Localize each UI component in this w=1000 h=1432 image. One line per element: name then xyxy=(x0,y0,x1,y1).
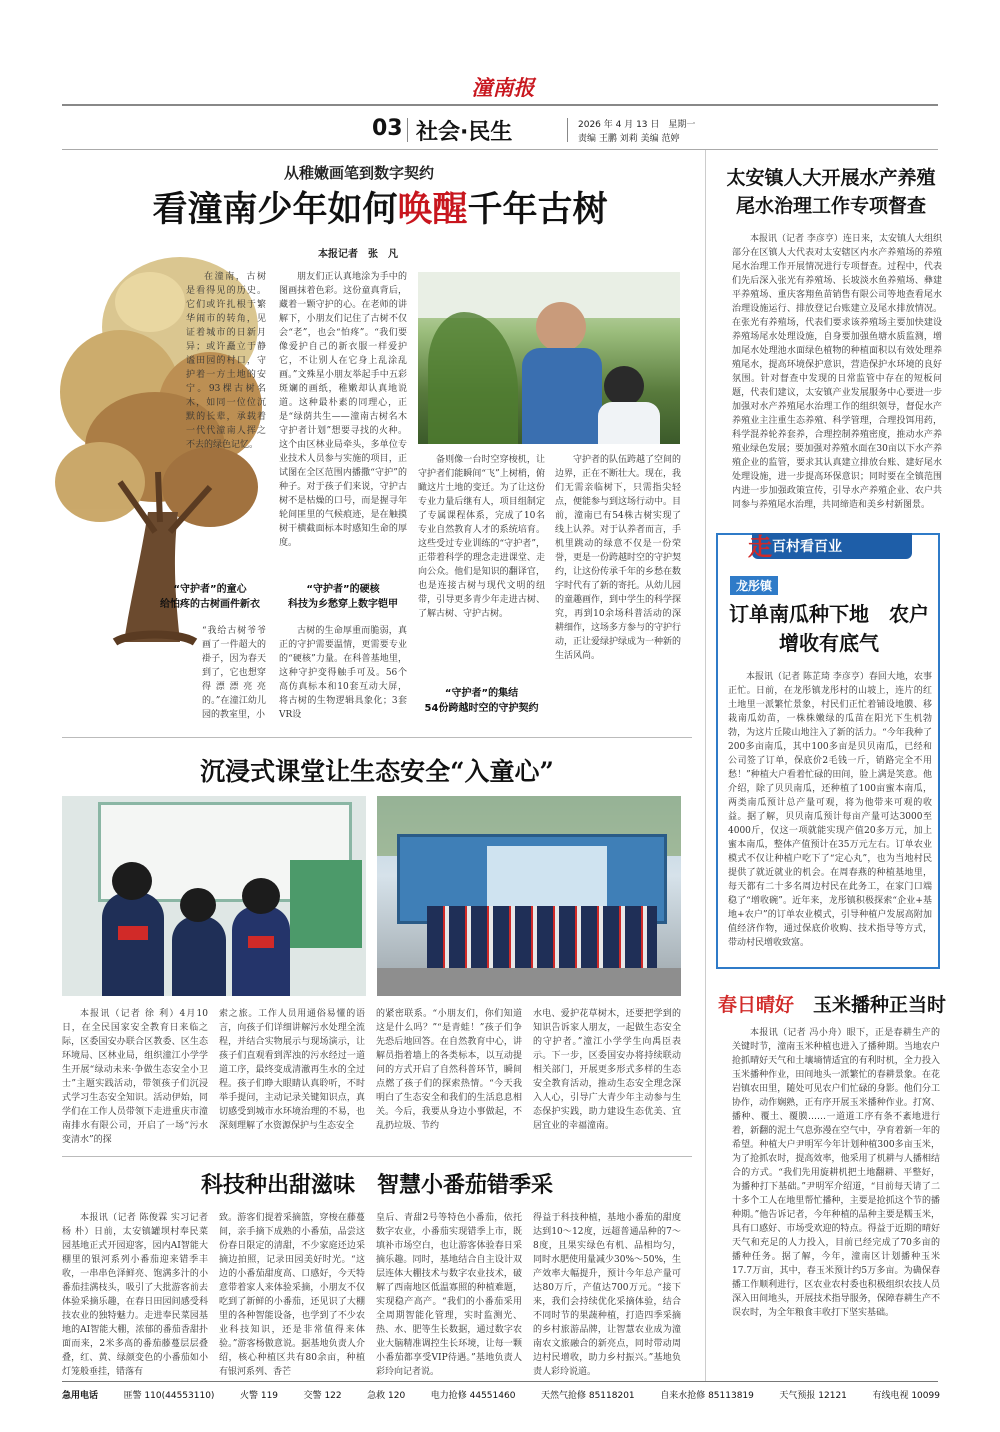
rule-under-article-2 xyxy=(62,1156,692,1157)
hotline-item: 急救 120 xyxy=(367,1391,406,1401)
a2-col4: 水电、爱护花草树木，还要把学到的知识告诉家人朋友，一起做生态安全的守护者。”潼江小学学生向禹臣表示。下一步，区委国安办将持续联动相关部门，开展更多形式多样的生态安全教育活动，推动生态安全理念深入人心，引导广大青少年主动参与生态保护实践，助力建设生态优美、宜居宜业的幸福潼南。 xyxy=(533,1009,681,1131)
a1-col1-top: 在潼南，古树是看得见的历史。它们或许扎根于繁华闹市的转角，见证着城市的日新月异；或许矗立于静谧田园的村口，守护着一方土地的安宁。93棵古树名木，如同一位位沉默的长辈，承载着一代代潼南人挥之不去的绿色记忆。 xyxy=(186,272,266,450)
rule-under-article-1 xyxy=(62,737,692,738)
photo-students-station xyxy=(377,796,681,996)
hotline-item: 自来水抢修 85113819 xyxy=(660,1391,754,1401)
a1-col1-bottom: “我给古树爷爷画了一件超大的褂子，因为春天到了，它也想穿得漂漂亮亮的。”在潼江幼儿园的教室里，小 xyxy=(202,626,266,720)
right-article-1-body: 本报讯（记者 李彦亨）连日来，太安镇人大组织部分在区镇人大代表对太安辖区内水产养殖场的养殖尾水治理工作开展情况进行专项督查。过程中，代表们先后深入张光有养殖场、长坡淡水鱼养殖场、彝建平养殖场、重庆客翔鱼苗销售有限公司等地查看尾水治理设施运行、排放登记台账建立及尾水排放情况。在张光有养殖场，代表们要求该养殖场主要加快建设养殖场尾水处理设施，自身要加强鱼塘水质监测，增加尾水处理池水面绿色植物的种植面积以有效处理养殖尾水，提高环境保护意识，营造保护水环境的良好氛围。针对督查中发现的日常监管中存在的短板问题，代表们建议，太安镇产业发展服务中心要进一步加强对水产养殖尾水治理工作的组织领导，督促水产养殖业主注重生态养殖、科学管理，合理投饵用药，科学混养轮养套养，合理控制养殖密度，推动水产养殖业绿色发展；要加强对养殖水面在30亩以下水产养殖企业的监管，要求其认真建立排放台账、建好尾水处理设施，进一步提高环保意识；同时要在全镇范围内进一步加强政策宣传，引导水产养殖企业、农户共同参与养殖尾水治理，共同缔造和美乡村新图景。 xyxy=(732,234,942,510)
photo-2-heads xyxy=(112,862,152,900)
photo-2-head-2 xyxy=(180,888,216,922)
photo-students-exhibit xyxy=(62,796,366,996)
photo-2-scarf-1 xyxy=(118,926,148,940)
issue-date: 2026 年 4 月 13 日 星期一 xyxy=(578,120,696,130)
article-kicker: 从稚嫩画笔到数字契约 xyxy=(283,164,434,182)
hotline-item: 匪警 110(44553110) xyxy=(123,1391,215,1401)
a3-col1: 本报讯（记者 陈俊霖 实习记者 杨 朴）日前，太安镇罐坝村奉民菜园基地正式开园迎客，园内AI智能大棚里的银河系列小番茄迎来错季丰收，一串串色泽鲜亮、饱满多汁的小番茄挂满枝头，吸引了大批游客前去体验采摘乐趣，在春日田园间感受科技农业的独特魅力。走进奉民菜园基地的AI智能大棚，浓郁的番茄香甜扑面而来，2米多高的番茄藤蔓层层叠叠，红、黄、绿颜变色的小番茄如小灯笼般垂挂，错落有 xyxy=(62,1213,208,1377)
hotline-item: 交警 122 xyxy=(303,1391,342,1401)
hotline-label: 急用电话 xyxy=(62,1391,99,1401)
corn-headline xyxy=(718,990,947,1017)
village-banner-mark: 走 xyxy=(748,533,772,561)
hotline-item: 天然气抢修 85118201 xyxy=(540,1391,635,1401)
photo-3-children xyxy=(427,906,657,968)
photo-1-shirt xyxy=(522,348,602,444)
photo-2-student-1 xyxy=(102,892,164,996)
a3-col2: 致。游客们提着采摘篮，穿梭在藤蔓间，亲手摘下成熟的小番茄，品尝这份春日限定的清甜，不少家庭还边采摘边拍照，记录田园美好时光。“这边的小番茄甜度高、口感好，今天特意带着家人来体验采摘，小朋友不仅吃到了新鲜的小番茄，还见识了大棚里的各种智能设备，也学到了不少农业科技知识，还是非常值得来体验。”游客杨傲意说。据基地负责人介绍，核心种植区共有80余亩，种植有银河系列、香芒 xyxy=(219,1213,365,1377)
a2-col1: 本报讯（记者 徐 利）4月10日，在全民国家安全教育日来临之际，区委国安办联合区教委、区生态环境局、区林业局，组织潼江小学学生开展“绿动未来·争做生态安全小卫士”主题实践活动，带领孩子们沉浸式学习生态安全知识。活动伊始，同学们在工作人员带领下走进重庆市潼南排水有限公司，开启了一场“污水变清水”的探 xyxy=(62,1009,208,1145)
a3-col3: 皇后、青甜2号等特色小番茄，依托数字农业，小番茄实现错季上市，既填补市场空白，也让游客体验春日采摘乐趣。同时，基地结合自主设计双层连体大棚技术与数字农业技术，破解了西南地区低温寡照的种植难题，实现稳产高产。“我们的小番茄采用全周期智能化管理，实时监测光、热、水、肥等生长数据，通过数字农业大脑精准调控生长环境，让每一颗小番茄都享受VIP待遇。”基地负责人彩玲向记者说。 xyxy=(376,1213,522,1377)
section-divider xyxy=(567,118,568,142)
a2-col2: 索之旅。工作人员用通俗易懂的语言，向孩子们详细讲解污水处理全流程，并结合实物展示与现场演示，让孩子们直观看到浑浊的污水经过一道道工序，最终变成清澈再生水的全过程。孩子们睁大眼睛认真聆听，不时举手提问，主动记录关键知识点，真切感受到城市水环境治理的不易，也深刻理解了水资源保护与生态安全 xyxy=(219,1009,365,1131)
photo-2-student-3 xyxy=(232,906,290,996)
footer-rule xyxy=(62,1381,938,1382)
photo-teacher-children-tree xyxy=(418,272,680,444)
article-byline: 本报记者 张 凡 xyxy=(318,249,398,260)
a1-subhead-2: “守护者”的硬核 科技为乡愁穿上数字铠甲 xyxy=(288,584,398,610)
hotline-item: 火警 119 xyxy=(239,1391,279,1401)
headline-part-a: 看潼南少年如何 xyxy=(152,190,398,230)
village-body: 本报讯（记者 陈芷琦 李彦亨）春回大地，农事正忙。日前，在龙彤镇龙彤村的山坡上，连片的红土地里一派繁忙景象，村民们正忙着铺设地膜、移栽南瓜幼苗，一株株嫩绿的瓜苗在阳光下生机勃勃，为这片丘陵山地注入了新的活力。“今年我种了200多亩南瓜，其中100多亩是贝贝南瓜，已经和公司签了订单，保底价2毛钱一斤，销路完全不用愁！”种植大户看着忙碌的田间，脸上满是笑意。他介绍，除了贝贝南瓜，还种植了100亩蜜本南瓜，两类南瓜预计总产量可观，将为他带来可观的收益。据了解，贝贝南瓜预计每亩产量可达3000至4000斤，仅这一项就能实现产值20多万元，加上蜜本南瓜，整体产值预计在35万元左右。订单农业模式不仅让种植户吃下了“定心丸”，也为当地村民提供了就近就业的机会。在周春燕的种植基地里，每天都有二十多名周边村民在此务工，在家门口端稳了“增收碗”。近年来，龙彤镇积极探索“企业+基地+农户”的订单农业模式，引导种植户发展高附加值经济作物，通过保底价收购、技术指导等方式，带动村民增收致富。 xyxy=(728,672,932,948)
village-place-tag: 龙彤镇 xyxy=(730,576,778,595)
a1-col4: 守护者的队伍跨越了空间的边界，正在不断壮大。现在，我们无需亲临树下，只需指尖轻点，便能参与到这场行动中。目前，潼南已有54株古树实现了线上认养。对于认养者而言，手机里跳动的绿意不仅是一份荣誉，更是一份跨越时空的守护契约，让这份传承千年的乡愁在数字时代有了新的寄托。从幼儿园的童趣画作，到中学生的科学探究，再到10余场科普活动的深耕细作，这场多方参与的守护行动，正让爱绿护绿成为一种新的生活风尚。 xyxy=(555,455,682,661)
column-divider xyxy=(705,150,706,1381)
masthead-rule xyxy=(62,104,938,106)
corn-headline-gap xyxy=(794,994,813,1016)
a1-col2: 朋友们正认真地涂为手中的图画抹着色彩。这份童真背后，藏着一颗守护的心。在老师的讲解下，小朋友们记住了古树不仅会“老”，也会“怕疼”。“我们要像爱护自己的新衣服一样爱护它，不让别人在它身上乱涂乱画。”文殊星小朋友举起手中五彩斑斓的画纸，稚嫩却认真地说道。这种最朴素的同理心，正是“绿荫共生——潼南古树名木守护者计划”想要寻找的火种。这个由区林业局牵头，多单位专业技术人员参与实施的项目，正试图在全区范围内播撒“守护”的种子。对于孩子们来说，守护古树不是枯燥的口号，而是握寻年轮间匪里的气候痕迹，是在触摸树干横截面标本时感知生命的厚度。 xyxy=(279,272,407,548)
photo-1-person xyxy=(536,302,586,352)
photo-2-board-panel xyxy=(290,860,362,948)
photo-1-plant xyxy=(428,312,518,444)
corn-headline-text: 玉米播种正当时 xyxy=(813,994,947,1016)
corn-headline-highlight: 春日晴好 xyxy=(718,994,795,1016)
photo-1-child xyxy=(604,366,644,406)
footer-hotlines xyxy=(62,1388,940,1401)
section-title: 社会·民生 xyxy=(416,120,513,145)
photo-1-child-body xyxy=(598,402,660,444)
masthead-logo: 潼南报 xyxy=(471,75,535,100)
right-article-1-headline: 太安镇人大开展水产养殖尾水治理工作专项督查 xyxy=(726,167,936,217)
photo-2-student-2 xyxy=(172,916,226,996)
photo-2-scarf-3 xyxy=(248,936,274,948)
article-3-headline: 科技种出甜滋味 智慧小番茄错季采 xyxy=(200,1172,553,1198)
a1-col2-bottom: 古树的生命厚重而脆弱，真正的守护需要温情，更需要专业的“硬核”力量。在科普基地里，这种守护变得触手可及。56个高仿真标本和10套互动大屏，将古树的生物逻辑具象化；3套VR设 xyxy=(279,626,407,720)
photo-2-head-3 xyxy=(242,878,280,914)
a2-col3: 的紧密联系。“小朋友们，你们知道这是什么吗？”“是青蛙！”孩子们争先恐后地回答。在自然教育中心，讲解员指着墙上的各类标本，以互动提问的方式开启了自然科普环节，瞬间点燃了孩子们的探索热情。“今天我明白了生态安全和我们的生活息息相关。今后，我要从身边小事做起，不乱扔垃圾、节约 xyxy=(376,1009,522,1131)
corn-body: 本报讯（记者 冯小舟）眼下，正是春耕生产的关键时节，潼南玉米种植也进入了播种期。当地农户抢抓晴好天气和土壤墒情适宜的有利时机，全力投入玉米播种作业，田间地头一派繁忙的春耕景象。在花岩镇农田里，随处可见农户们忙碌的身影。他们分工协作，动作娴熟，正有序开展玉米播种作业。打窝、播种、覆土、覆膜……一道道工序有条不紊地进行着，新翻的泥土气息弥漫在空气中，孕育着新一年的希望。种植大户尹明军今年计划种植300多亩玉米，为了抢抓农时，提高效率，他采用了机耕与人播相结合的方式。“我们先用旋耕机把土地翻耕、平整好，为播种打下基础。”尹明军介绍道，“目前每天请了二十多个工人在地里帮忙播种，主要是抢抓这个节的播种期。”他告诉记者，今年种植的品种主要是糯玉米，具有口感好、市场受欢迎的特点。得益于近期的晴好天气和充足的人力投入，目前已经完成了70多亩的播种任务。据了解，今年，潼南区计划播种玉米17.7万亩，其中，春玉米预计约5万多亩。为确保春播工作顺利进行，区农业农村委也积极组织农技人员深入田间地头，开展技术指导服务，保障春耕生产不误农时，为全年粮食丰收打下坚实基础。 xyxy=(732,1028,940,1318)
headline-highlight: 唤醒 xyxy=(397,190,468,230)
village-headline: 订单南瓜种下地 农户增收有底气 xyxy=(729,602,929,655)
article-headline xyxy=(70,186,690,234)
page-number: 03 xyxy=(372,116,403,141)
hotline-item: 有线电视 10099 xyxy=(872,1391,940,1401)
a1-col3: 备则像一台时空穿梭机，让守护者们能瞬间“飞”上树梢，俯瞰这片土地的变迁。为了让这份专业力量后继有人，项目组制定了专属课程体系，完成了10名专业自然教育人才的系统培育。这些受过专业训练的“守护者”，正带着科学的理念走进课堂、走向公众。他们是知识的翻译官，也是连接古树与现代文明的纽带，引导更多青少年走进古树、了解古树、守护古树。 xyxy=(418,455,545,619)
hotline-item: 天气预报 12121 xyxy=(779,1391,847,1401)
hotline-item: 电力抢修 44551460 xyxy=(430,1391,516,1401)
page-number-divider xyxy=(407,118,408,142)
masthead-underline xyxy=(62,149,938,150)
article-2-headline: 沉浸式课堂让生态安全“入童心” xyxy=(200,757,554,786)
a3-col4: 得益于科技种植，基地小番茄的甜度达到10～12度，远超普通品种的7～8度，且果实绿色有机、品相均匀，同时水肥使用量减少30%～50%，生产效率大幅提升，预计今年总产量可达80万斤，产值达700万元。“接下来，我们会持续优化采摘体验，结合不同时节的果蔬种植，打造四季采摘的乡村旅游品牌，让智慧农业成为潼南农文旅融合的新亮点，同时带动周边村民增收，助力乡村振兴。”基地负责人彩玲说道。 xyxy=(533,1213,682,1377)
photo-3-ground xyxy=(377,968,681,996)
a1-subhead-1: “守护者”的童心 给怕疼的古树画件新衣 xyxy=(160,584,260,610)
village-banner-text: 百村看百业 xyxy=(772,539,842,555)
headline-part-b: 千年古树 xyxy=(467,190,608,230)
a1-subhead-3: “守护者”的集结 54份跨越时空的守护契约 xyxy=(424,688,539,714)
issue-editors: 责编 王鹏 刘莉 美编 范婷 xyxy=(578,134,680,144)
